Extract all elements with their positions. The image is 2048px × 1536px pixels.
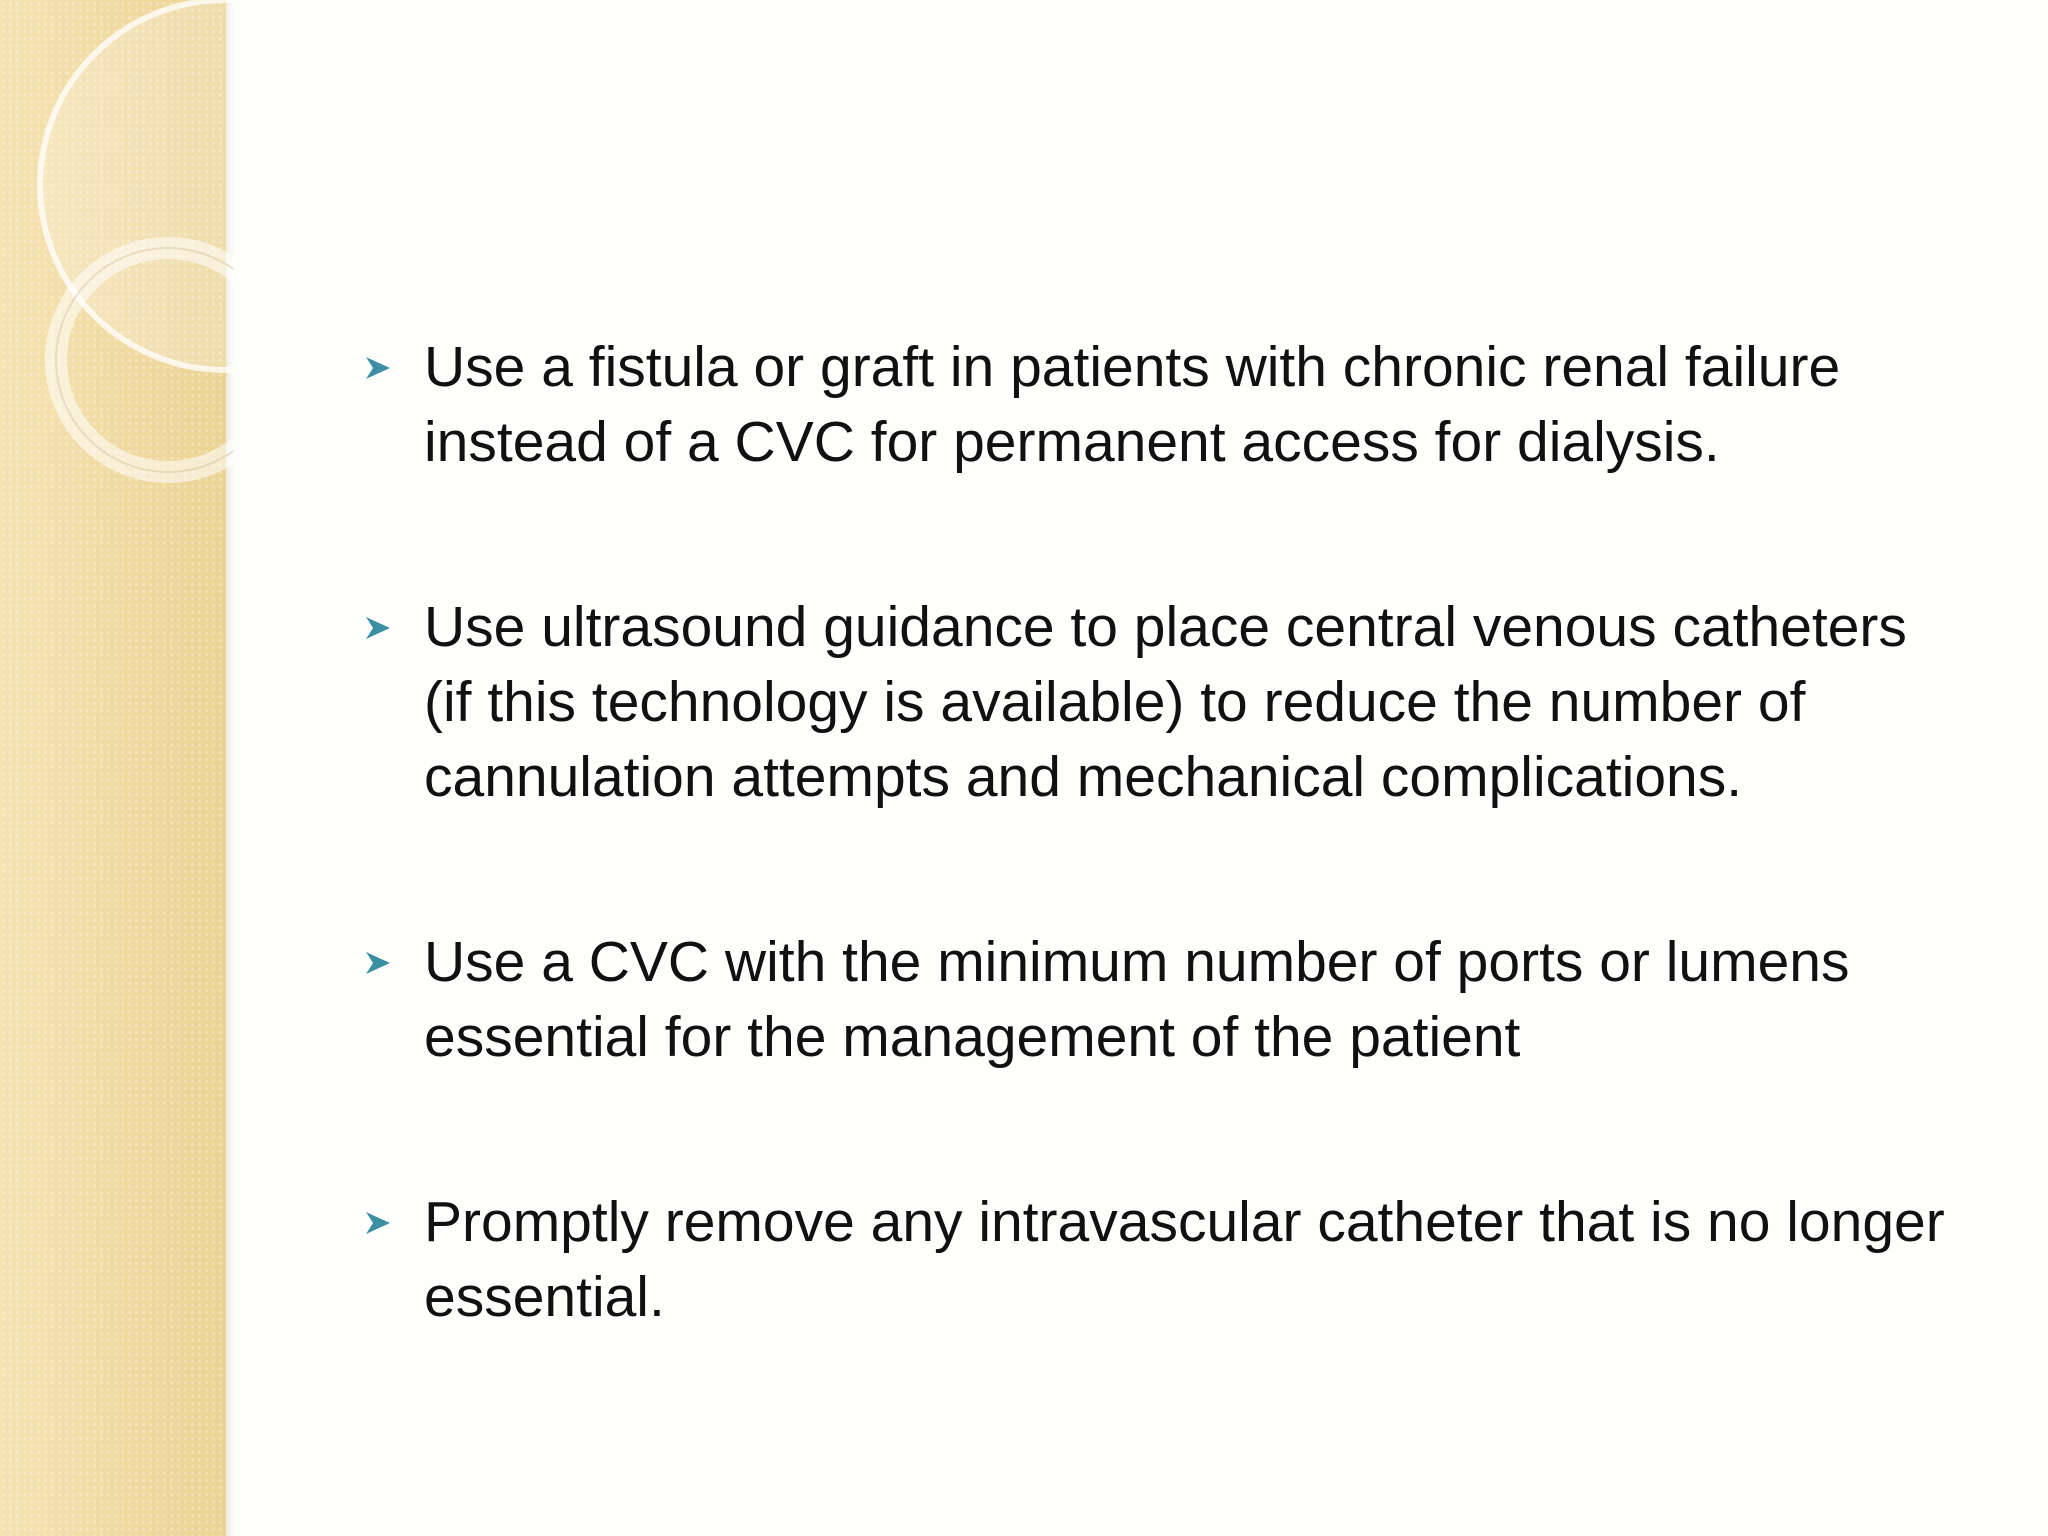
bullet-item bbox=[348, 1185, 1968, 1335]
bullet-text: Promptly remove any intravascular catheter that is no longer essential. bbox=[424, 1190, 1945, 1329]
arrow-bullet-icon bbox=[364, 949, 392, 977]
bullet-text: Use a fistula or graft in patients with chronic renal failure instead of a CVC for permanent access for dialysis. bbox=[424, 335, 1841, 474]
bullet-item bbox=[348, 925, 1968, 1075]
bullet-item bbox=[348, 330, 1968, 480]
arrow-bullet-icon bbox=[364, 354, 392, 382]
bullet-text: Use ultrasound guidance to place central venous catheters (if this technology is available) to reduce the number of cannulation attempts and mechanical complications. bbox=[424, 595, 1907, 809]
decorative-rings bbox=[0, 0, 234, 520]
bullet-text: Use a CVC with the minimum number of ports or lumens essential for the management of the patient bbox=[424, 930, 1850, 1069]
bullet-list bbox=[348, 330, 1968, 1335]
bullet-item bbox=[348, 590, 1968, 815]
arrow-bullet-icon bbox=[364, 614, 392, 642]
arrow-bullet-icon bbox=[364, 1209, 392, 1237]
